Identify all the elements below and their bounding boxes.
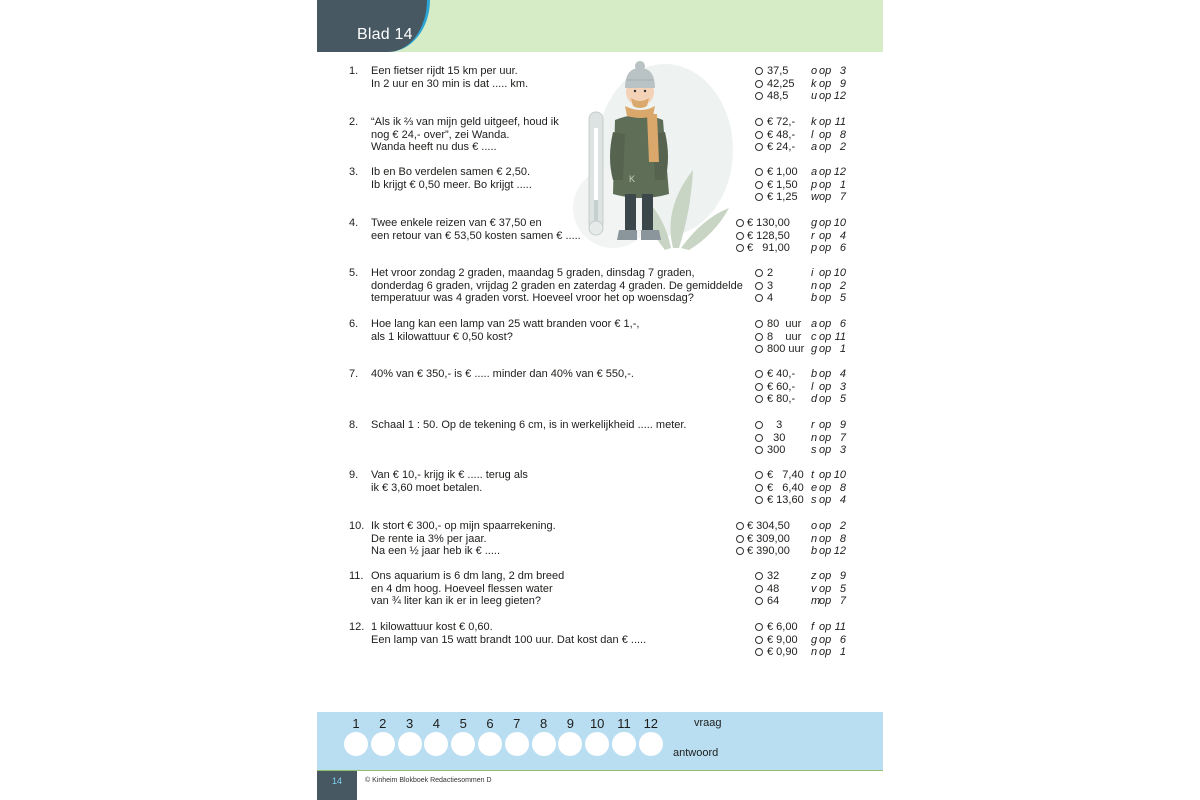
option-position: 10	[833, 267, 846, 279]
option-position: 9	[839, 77, 846, 90]
option-position: 7	[839, 431, 846, 444]
answer-option[interactable]	[317, 419, 883, 432]
page-title: Blad 14	[357, 26, 413, 43]
question-number: 5.	[349, 267, 359, 279]
question-4	[317, 217, 883, 262]
option-value: € 48,-	[767, 128, 796, 141]
question-line: temperatuur was 4 graden vorst. Hoeveel vroor het op woensdag?	[371, 292, 694, 305]
answer-option[interactable]	[317, 482, 883, 495]
option-position: 9	[839, 419, 846, 431]
question-line: Van € 10,- krijg ik € ..... terug als	[371, 469, 528, 481]
option-value: 48	[767, 582, 780, 595]
question-line: Ib krijgt € 0,50 meer. Bo krijgt .....	[371, 178, 532, 191]
question-line: en 4 dm hoog. Hoeveel flessen water	[371, 582, 553, 595]
answer-circle[interactable]	[371, 732, 395, 756]
question-line: Ons aquarium is 6 dm lang, 2 dm breed	[371, 570, 565, 582]
question-line: donderdag 6 graden, vrijdag 2 graden en zaterdag 4 graden. De gemiddelde	[371, 279, 743, 292]
answer-option[interactable]	[317, 292, 883, 305]
option-value: € 390,00	[747, 545, 790, 558]
answer-option[interactable]	[317, 129, 883, 142]
answer-number: 8	[539, 716, 548, 731]
option-op: op	[819, 646, 832, 659]
option-op: op	[819, 545, 832, 558]
question-number: 2.	[349, 116, 359, 128]
option-value: 3	[767, 419, 783, 431]
option-value: 300	[767, 444, 786, 457]
page-number: 14	[332, 776, 343, 786]
option-position: 5	[839, 393, 846, 406]
option-op: op	[819, 520, 832, 532]
option-letter: n	[811, 646, 818, 659]
question-3	[317, 166, 883, 211]
answer-option[interactable]	[317, 469, 883, 482]
answer-option[interactable]	[317, 242, 883, 255]
answer-number: 11	[617, 716, 631, 731]
radio-circle[interactable]	[755, 471, 763, 479]
option-position: 10	[833, 469, 846, 481]
option-position: 4	[839, 494, 846, 507]
option-letter: b	[811, 292, 818, 305]
option-op: op	[819, 621, 832, 633]
radio-circle[interactable]	[755, 623, 763, 631]
question-number: 4.	[349, 217, 359, 229]
radio-circle[interactable]	[755, 168, 763, 176]
answer-option[interactable]	[317, 595, 883, 608]
option-position: 3	[839, 65, 846, 77]
option-letter: l	[811, 380, 814, 393]
option-position: 5	[839, 582, 846, 595]
option-letter: n	[811, 431, 818, 444]
radio-circle[interactable]	[736, 244, 744, 252]
question-line: De rente ia 3% per jaar.	[371, 532, 487, 545]
answer-circle[interactable]	[451, 732, 475, 756]
option-value: 42,25	[767, 77, 795, 90]
option-op: op	[819, 116, 832, 128]
question-2	[317, 116, 883, 161]
option-value: € 304,50	[747, 520, 790, 532]
option-value: € 6,40	[767, 481, 804, 494]
option-position: 6	[839, 318, 846, 330]
option-letter: k	[811, 77, 817, 90]
option-value: € 60,-	[767, 380, 796, 393]
option-op: op	[819, 191, 832, 204]
option-letter: r	[811, 229, 815, 242]
question-7	[317, 368, 883, 413]
question-line: Schaal 1 : 50. Op de tekening 6 cm, is in werkelijkheid ..... meter.	[371, 419, 687, 431]
option-value: € 1,00	[767, 166, 798, 178]
answer-option[interactable]	[317, 166, 883, 179]
question-line: nog € 24,- over”, zei Wanda.	[371, 128, 510, 141]
option-value: 37,5	[767, 65, 789, 77]
option-letter: d	[811, 393, 818, 406]
answer-number: 2	[379, 716, 387, 731]
option-op: op	[819, 217, 832, 229]
answer-option[interactable]	[317, 280, 883, 293]
option-value: € 0,90	[767, 646, 798, 659]
option-value: € 7,40	[767, 469, 804, 481]
option-op: op	[819, 242, 832, 255]
option-letter: v	[811, 582, 817, 595]
option-position: 12	[833, 166, 846, 178]
option-letter: r	[811, 419, 815, 431]
answer-option[interactable]	[317, 432, 883, 445]
option-position: 8	[839, 481, 846, 494]
option-value: € 1,50	[767, 178, 798, 191]
option-letter: z	[811, 570, 817, 582]
option-value: 80 uur	[767, 318, 802, 330]
option-letter: a	[811, 318, 818, 330]
answer-circle[interactable]	[585, 732, 609, 756]
radio-circle[interactable]	[755, 572, 763, 580]
option-letter: f	[811, 621, 815, 633]
option-letter: s	[811, 444, 817, 457]
option-op: op	[819, 229, 832, 242]
question-line: Na een ½ jaar heb ik € .....	[371, 545, 501, 558]
radio-circle[interactable]	[736, 535, 744, 543]
option-op: op	[819, 65, 832, 77]
option-letter: a	[811, 166, 818, 178]
option-position: 8	[839, 128, 846, 141]
question-11	[317, 570, 883, 615]
question-line: Het vroor zondag 2 graden, maandag 5 graden, dinsdag 7 graden,	[371, 267, 695, 279]
option-position: 2	[839, 520, 846, 532]
option-letter: s	[811, 494, 817, 507]
option-letter: e	[811, 481, 818, 494]
question-number: 3.	[349, 166, 359, 178]
radio-circle[interactable]	[755, 181, 763, 189]
option-op: op	[819, 178, 832, 191]
radio-circle[interactable]	[755, 282, 763, 290]
answer-option[interactable]	[317, 545, 883, 558]
question-line: Wanda heeft nu dus € .....	[371, 141, 497, 154]
radio-circle[interactable]	[755, 345, 763, 353]
question-line: 40% van € 350,- is € ..... minder dan 40% van € 550,-.	[371, 368, 634, 380]
answer-option[interactable]	[317, 570, 883, 583]
option-op: op	[819, 380, 832, 393]
answer-option[interactable]	[317, 90, 883, 103]
answer-circle[interactable]	[639, 732, 663, 756]
question-6	[317, 318, 883, 363]
question-line: “Als ik ⅔ van mijn geld uitgeef, houd ik	[371, 116, 559, 128]
radio-circle[interactable]	[755, 131, 763, 139]
radio-circle[interactable]	[755, 67, 763, 75]
radio-circle[interactable]	[755, 80, 763, 88]
option-op: op	[819, 279, 832, 292]
answer-number: 12	[643, 716, 659, 731]
radio-circle[interactable]	[755, 320, 763, 328]
answer-option[interactable]	[317, 343, 883, 356]
antwoord-label: antwoord	[673, 747, 719, 759]
radio-circle[interactable]	[736, 522, 744, 530]
option-position: 1	[839, 178, 846, 191]
option-value: 32	[767, 570, 780, 582]
option-value: € 128,50	[747, 229, 790, 242]
answer-circle[interactable]	[532, 732, 556, 756]
question-1	[317, 65, 883, 110]
question-number: 7.	[349, 368, 359, 380]
answer-number: 4	[432, 716, 440, 731]
question-line: Twee enkele reizen van € 37,50 en	[371, 217, 542, 229]
option-value: 30	[767, 431, 786, 444]
radio-circle[interactable]	[755, 118, 763, 126]
answer-number: 3	[405, 716, 414, 731]
answer-number: 5	[459, 716, 467, 731]
radio-circle[interactable]	[755, 294, 763, 302]
option-op: op	[819, 318, 832, 330]
option-position: 8	[839, 532, 846, 545]
footer-line	[317, 770, 883, 771]
option-value: € 1,25	[767, 191, 798, 204]
radio-circle[interactable]	[755, 193, 763, 201]
option-position: 1	[839, 343, 846, 356]
option-position: 3	[839, 444, 846, 457]
option-value: € 40,-	[767, 368, 796, 380]
answer-option[interactable]	[317, 141, 883, 154]
option-value: € 24,-	[767, 141, 796, 154]
question-line: Hoe lang kan een lamp van 25 watt branden voor € 1,-,	[371, 318, 640, 330]
option-letter: t	[811, 469, 815, 481]
radio-circle[interactable]	[755, 446, 763, 454]
option-letter: o	[811, 520, 818, 532]
radio-circle[interactable]	[755, 597, 763, 605]
option-letter: n	[811, 279, 818, 292]
option-op: op	[819, 393, 832, 406]
option-op: op	[819, 343, 832, 356]
question-number: 10.	[349, 520, 365, 532]
question-line: als 1 kilowattuur € 0,50 kost?	[371, 330, 513, 343]
option-position: 9	[839, 570, 846, 582]
option-position: 11	[834, 621, 846, 633]
option-letter: l	[811, 128, 814, 141]
radio-circle[interactable]	[755, 585, 763, 593]
answer-option[interactable]	[317, 331, 883, 344]
radio-circle[interactable]	[755, 395, 763, 403]
answer-circle[interactable]	[424, 732, 448, 756]
option-letter: b	[811, 545, 818, 558]
answer-option[interactable]	[317, 267, 883, 280]
radio-circle[interactable]	[755, 648, 763, 656]
question-number: 8.	[349, 419, 359, 431]
question-line: ik € 3,60 moet betalen.	[371, 481, 483, 494]
option-letter: i	[811, 267, 814, 279]
option-value: € 80,-	[767, 393, 796, 406]
answer-option[interactable]	[317, 393, 883, 406]
answer-option[interactable]	[317, 318, 883, 331]
radio-circle[interactable]	[755, 269, 763, 277]
option-value: 64	[767, 595, 780, 608]
option-position: 12	[833, 545, 846, 558]
option-value: € 6,00	[767, 621, 798, 633]
option-value: 2	[767, 267, 774, 279]
option-letter: g	[811, 633, 818, 646]
option-position: 4	[839, 368, 846, 380]
answer-circle[interactable]	[612, 732, 636, 756]
option-op: op	[819, 292, 832, 305]
answer-option[interactable]	[317, 621, 883, 634]
vraag-label: vraag	[694, 717, 722, 729]
option-op: op	[819, 444, 832, 457]
radio-circle[interactable]	[755, 370, 763, 378]
option-value: € 91,00	[747, 242, 790, 255]
radio-circle[interactable]	[755, 484, 763, 492]
answer-circle[interactable]	[398, 732, 422, 756]
answer-option[interactable]	[317, 116, 883, 129]
option-position: 6	[839, 633, 846, 646]
question-line: 1 kilowattuur kost € 0,60.	[371, 621, 493, 633]
answer-option[interactable]	[317, 520, 883, 533]
option-position: 10	[833, 217, 846, 229]
option-letter: a	[811, 141, 818, 154]
option-op: op	[819, 128, 832, 141]
option-position: 2	[839, 279, 846, 292]
question-line: In 2 uur en 30 min is dat ..... km.	[371, 77, 529, 90]
question-line: een retour van € 53,50 kosten samen € .....	[371, 229, 581, 242]
option-value: € 309,00	[747, 532, 790, 545]
option-letter: g	[811, 217, 818, 229]
option-letter: w	[811, 191, 819, 204]
question-10	[317, 520, 883, 565]
option-op: op	[819, 431, 832, 444]
option-letter: c	[811, 330, 817, 343]
question-12	[317, 621, 883, 666]
radio-circle[interactable]	[755, 421, 763, 429]
radio-circle[interactable]	[755, 143, 763, 151]
radio-circle[interactable]	[736, 219, 744, 227]
question-8	[317, 419, 883, 464]
radio-circle[interactable]	[755, 383, 763, 391]
option-value: 48,5	[767, 90, 789, 103]
option-op: op	[819, 469, 832, 481]
option-op: op	[819, 582, 832, 595]
answer-option[interactable]	[317, 381, 883, 394]
question-5	[317, 267, 883, 312]
option-value: € 9,00	[767, 633, 798, 646]
question-line: Een fietser rijdt 15 km per uur.	[371, 65, 518, 77]
option-value: € 13,60	[767, 494, 804, 507]
answer-grid	[317, 712, 883, 770]
answer-option[interactable]	[317, 533, 883, 546]
question-line: Ik stort € 300,- op mijn spaarrekening.	[371, 520, 556, 532]
option-op: op	[819, 570, 832, 582]
radio-circle[interactable]	[736, 547, 744, 555]
radio-circle[interactable]	[755, 434, 763, 442]
copyright-text: © Kinheim Blokboek Redactiesommen D	[365, 777, 492, 784]
option-position: 12	[833, 90, 846, 103]
option-position: 1	[839, 646, 846, 659]
option-letter: o	[811, 65, 818, 77]
answer-option[interactable]	[317, 634, 883, 647]
jacket-letter: K	[629, 174, 636, 184]
option-letter: p	[811, 178, 818, 191]
answer-number: 6	[486, 716, 494, 731]
question-line: Ib en Bo verdelen samen € 2,50.	[371, 166, 530, 178]
option-position: 4	[839, 229, 846, 242]
option-op: op	[819, 419, 832, 431]
option-position: 11	[834, 330, 846, 343]
option-value: € 130,00	[747, 217, 790, 229]
answer-circle[interactable]	[505, 732, 529, 756]
option-letter: u	[811, 90, 818, 103]
answer-option[interactable]	[317, 230, 883, 243]
option-letter: m	[811, 595, 821, 608]
answer-circle[interactable]	[344, 732, 368, 756]
question-number: 11.	[349, 570, 364, 582]
answer-option[interactable]	[317, 646, 883, 659]
option-value: € 72,-	[767, 116, 796, 128]
option-op: op	[819, 532, 832, 545]
option-op: op	[819, 141, 832, 154]
option-position: 7	[839, 191, 846, 204]
answer-number: 7	[513, 716, 521, 731]
option-op: op	[819, 166, 832, 178]
question-line: Een lamp van 15 watt brandt 100 uur. Dat kost dan € .....	[371, 633, 647, 646]
radio-circle[interactable]	[755, 333, 763, 341]
option-position: 3	[839, 380, 846, 393]
option-value: 8 uur	[767, 330, 802, 343]
option-op: op	[819, 481, 832, 494]
option-op: op	[819, 267, 832, 279]
option-op: op	[819, 90, 832, 103]
radio-circle[interactable]	[755, 496, 763, 504]
option-value: 800 uur	[767, 343, 805, 356]
question-number: 12.	[349, 621, 365, 633]
radio-circle[interactable]	[736, 232, 744, 240]
answer-option[interactable]	[317, 191, 883, 204]
answer-circle[interactable]	[558, 732, 582, 756]
answer-number: 9	[566, 716, 574, 731]
option-position: 2	[839, 141, 846, 154]
question-number: 6.	[349, 318, 359, 330]
option-letter: n	[811, 532, 818, 545]
option-value: 3	[767, 279, 774, 292]
answer-number: 10	[589, 716, 605, 731]
option-value: 4	[767, 292, 774, 305]
answer-option[interactable]	[317, 583, 883, 596]
option-position: 5	[839, 292, 846, 305]
worksheet-page	[317, 0, 883, 800]
answer-option[interactable]	[317, 368, 883, 381]
answer-option[interactable]	[317, 65, 883, 78]
radio-circle[interactable]	[755, 92, 763, 100]
option-op: op	[819, 494, 832, 507]
option-op: op	[819, 77, 832, 90]
option-letter: k	[811, 116, 817, 128]
radio-circle[interactable]	[755, 636, 763, 644]
answer-option[interactable]	[317, 444, 883, 457]
option-position: 11	[834, 116, 846, 128]
answer-circle[interactable]	[478, 732, 502, 756]
answer-option[interactable]	[317, 217, 883, 230]
option-op: op	[819, 633, 832, 646]
answer-option[interactable]	[317, 78, 883, 91]
question-line: van ¾ liter kan ik er in leeg gieten?	[371, 595, 541, 608]
answer-option[interactable]	[317, 179, 883, 192]
option-op: op	[819, 330, 832, 343]
question-number: 9.	[349, 469, 359, 481]
answer-number: 1	[352, 716, 360, 731]
option-op: op	[819, 595, 832, 608]
question-9	[317, 469, 883, 514]
option-letter: b	[811, 368, 818, 380]
option-position: 6	[839, 242, 846, 255]
option-letter: p	[811, 242, 818, 255]
option-letter: g	[811, 343, 818, 356]
option-op: op	[819, 368, 832, 380]
option-position: 7	[839, 595, 846, 608]
question-number: 1.	[349, 65, 359, 77]
answer-option[interactable]	[317, 494, 883, 507]
